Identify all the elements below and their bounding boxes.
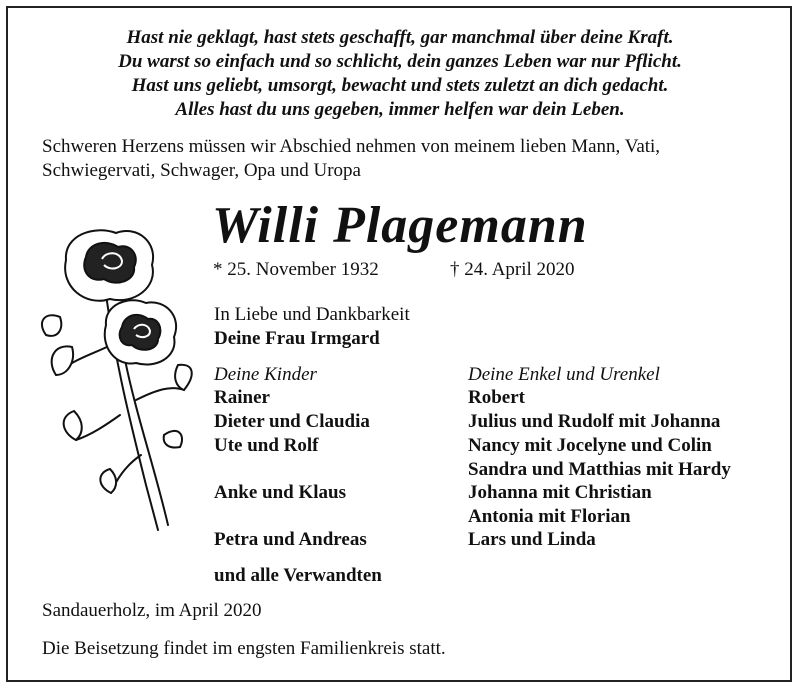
child-name: Petra und Andreas bbox=[214, 529, 367, 550]
child-name: Dieter und Claudia bbox=[214, 411, 370, 432]
intro-line-2: Schwiegervati, Schwager, Opa und Uropa bbox=[42, 160, 361, 181]
poem-line-1: Hast nie geklagt, hast stets geschafft, gar manchmal über deine Kraft. bbox=[126, 27, 674, 48]
grandchild-name: Robert bbox=[468, 387, 525, 408]
poem-line-2: Du warst so einfach und so schlicht, dein ganzes Leben war nur Pflicht. bbox=[118, 51, 682, 72]
funeral-note: Die Beisetzung findet im engsten Familienkreis statt. bbox=[42, 638, 446, 659]
grandchild-name: Nancy mit Jocelyne und Colin bbox=[468, 435, 712, 456]
child-name: Anke und Klaus bbox=[214, 482, 347, 503]
dedication-line: In Liebe und Dankbarkeit bbox=[214, 304, 410, 325]
deceased-name: Willi Plagemann bbox=[212, 197, 588, 254]
birth-date: * 25. November 1932 bbox=[213, 259, 379, 280]
rose-icon bbox=[36, 225, 196, 540]
grandchild-name: Antonia mit Florian bbox=[468, 506, 631, 527]
poem-line-3: Hast uns geliebt, umsorgt, bewacht und stets zuletzt an dich gedacht. bbox=[131, 75, 669, 96]
intro-line-1: Schweren Herzens müssen wir Abschied nehmen von meinem lieben Mann, Vati, bbox=[42, 136, 661, 157]
relatives-line: und alle Verwandten bbox=[214, 565, 382, 586]
child-name: Ute und Rolf bbox=[214, 435, 319, 456]
child-name: Rainer bbox=[214, 387, 270, 408]
poem-line-4: Alles hast du uns gegeben, immer helfen war dein Leben. bbox=[175, 99, 625, 120]
grandchild-name: Johanna mit Christian bbox=[468, 482, 652, 503]
grandchild-name: Lars und Linda bbox=[468, 529, 596, 550]
grandchildren-heading: Deine Enkel und Urenkel bbox=[468, 364, 660, 385]
grandchild-name: Julius und Rudolf mit Johanna bbox=[468, 411, 721, 432]
place-date: Sandauerholz, im April 2020 bbox=[42, 600, 262, 621]
grandchild-name: Sandra und Matthias mit Hardy bbox=[468, 459, 731, 480]
death-date: † 24. April 2020 bbox=[450, 259, 575, 280]
spouse-name: Deine Frau Irmgard bbox=[214, 328, 380, 349]
children-heading: Deine Kinder bbox=[214, 364, 317, 385]
